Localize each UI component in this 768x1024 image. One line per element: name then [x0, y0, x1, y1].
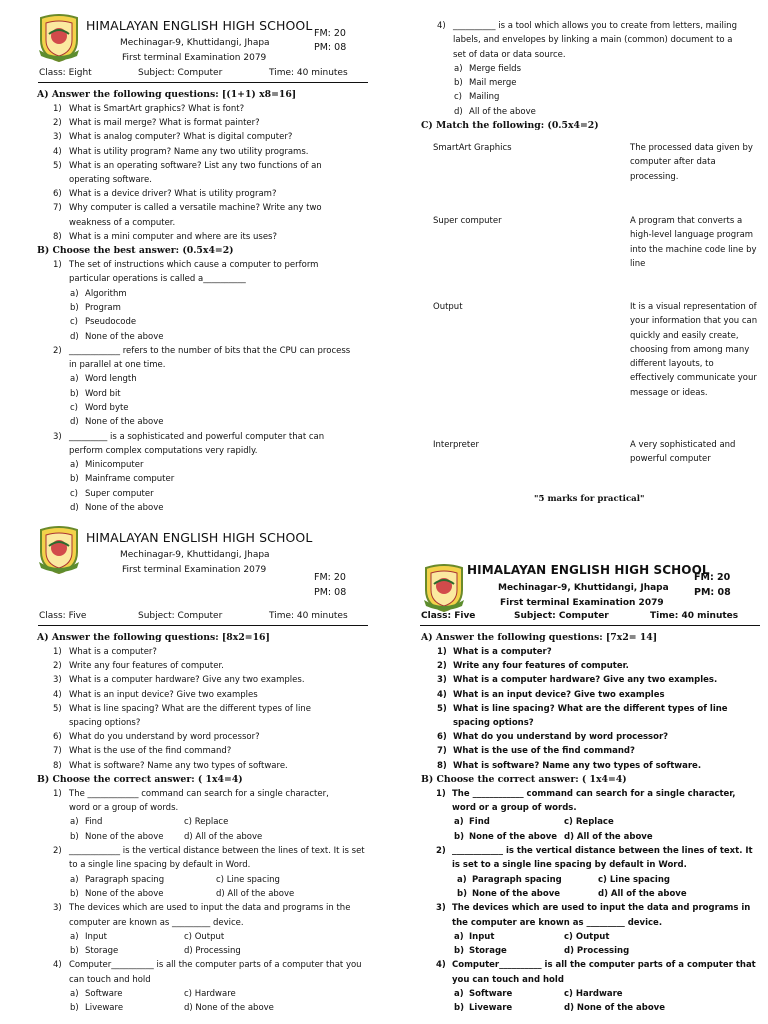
mcq-item: 2) ____________ is the vertical distance between the lines of text. It is set to a single line spacing by default in Word. [53, 846, 365, 871]
match-right-item: It is a visual representation of your information that you can quickly and easily create, choosing from among many different layouts, to effectively communicate your message or ideas. [630, 302, 758, 398]
question-item: 1) What is a computer? [437, 647, 552, 657]
mcq-options-row: b) Liveware d) None of the above [70, 1003, 274, 1014]
question-item: 4) What is utility program? Name any two utility programs. [53, 146, 309, 157]
class-info-line [38, 610, 368, 626]
match-left-item: Output [433, 302, 463, 312]
mcq-item: 1) The ____________ command can search for a single character, word or a group of words. [53, 788, 329, 814]
mcq-options-row: b) None of the above d) All of the above [457, 888, 687, 899]
mcq-options-row: b) Liveware d) None of the above [454, 1003, 665, 1014]
mcq-item: 3) The devices which are used to input the data and programs in the computer are known as _________ device. [53, 903, 351, 928]
mcq-item: 3) The devices which are used to input the data and programs in the computer are known as _________ device. [436, 903, 751, 928]
question-item: 6) What do you understand by word processor? [53, 732, 260, 743]
question-item: 2) Write any four features of computer. [53, 661, 224, 672]
mcq-options-row: a) Software c) Hardware [454, 988, 623, 999]
match-left-item: Super computer [433, 216, 502, 226]
school-name: HIMALAYAN ENGLISH HIGH SCHOOL [467, 563, 710, 577]
school-name: HIMALAYAN ENGLISH HIGH SCHOOL [86, 18, 313, 33]
match-left-item: SmartArt Graphics [433, 143, 512, 153]
exam-title: First terminal Examination 2079 [500, 598, 664, 608]
question-item: 3) What is analog computer? What is digital computer? [53, 132, 293, 143]
paper-header [0, 512, 384, 621]
mcq-option: d) None of the above [70, 503, 164, 514]
full-marks: FM: 20 [314, 28, 346, 39]
section-b-questions [0, 258, 384, 515]
mcq-options-row: a) Input c) Output [454, 931, 610, 942]
school-logo [37, 526, 81, 574]
section-a-questions [0, 102, 384, 244]
school-logo [37, 14, 81, 62]
exam-paper-class-five-a [0, 512, 384, 1024]
question-item: 4) What is an input device? Give two examples [53, 689, 258, 700]
mcq-option: c) Super computer [70, 488, 154, 499]
class-label: Class: Five [39, 611, 87, 621]
mcq-option: b) Mail merge [454, 78, 517, 89]
full-marks: FM: 20 [314, 572, 346, 583]
exam-paper-class-eight-continued [384, 0, 768, 512]
continued-questions [384, 19, 768, 133]
section-a-heading: A) Answer the following questions: [(1+1) x8=16] [37, 89, 297, 100]
mcq-options-row: b) None of the above d) All of the above [454, 831, 653, 842]
mcq-option: a) Minicomputer [70, 460, 144, 471]
question-item: 2) Write any four features of computer. [437, 661, 629, 672]
mcq-options-row: a) Software c) Hardware [70, 988, 236, 999]
question-item: 7) Why computer is called a versatile machine? Write any two weakness of a computer. [53, 203, 322, 228]
mcq-item: 4) Computer__________ is all the computer parts of a computer that you can touch and hold [436, 960, 756, 985]
mcq-options-row: a) Paragraph spacing c) Line spacing [457, 874, 670, 885]
mcq-option: d) None of the above [70, 417, 164, 428]
mcq-options-row: b) Storage d) Processing [70, 946, 241, 957]
mcq-options-row: b) Storage d) Processing [454, 946, 630, 957]
questions-body [384, 631, 768, 1016]
question-item: 5) What is line spacing? What are the different types of line spacing options? [437, 703, 728, 729]
question-item: 1) What is a computer? [53, 647, 157, 657]
paper-header [0, 0, 384, 84]
question-item: 8) What is software? Name any two types of software. [437, 760, 702, 771]
mcq-option: d) All of the above [454, 106, 536, 117]
school-logo [422, 564, 466, 612]
exam-title: First terminal Examination 2079 [122, 53, 267, 63]
mcq-option: a) Algorithm [70, 288, 127, 299]
question-item: 6) What do you understand by word processor? [437, 732, 669, 743]
match-right-item: A very sophisticated and powerful computer [630, 440, 736, 465]
question-item: 3) What is a computer hardware? Give any two examples. [437, 675, 718, 686]
match-right-item: A program that converts a high-level language program into the machine code line by line [630, 216, 757, 269]
section-b-heading: B) Choose the correct answer: ( 1x4=4) [421, 773, 627, 785]
match-left-item: Interpreter [433, 440, 479, 450]
full-marks: FM: 20 [694, 572, 731, 583]
exam-paper-class-five-b [384, 512, 768, 1024]
section-b-heading: B) Choose the best answer: (0.5x4=2) [37, 245, 234, 257]
question-item: 6) What is a device driver? What is utility program? [53, 189, 277, 200]
question-item: 4) What is an input device? Give two examples [437, 689, 665, 700]
mcq-item: 1) The set of instructions which cause a computer to perform particular operations is called a__________ [53, 260, 319, 285]
question-item: 7) What is the use of the find command? [53, 746, 232, 757]
exam-paper-class-eight [0, 0, 384, 512]
class-info-line [38, 67, 368, 83]
school-name: HIMALAYAN ENGLISH HIGH SCHOOL [86, 530, 313, 545]
question-item: 5) What is line spacing? What are the different types of line spacing options? [53, 703, 311, 729]
mcq-option: a) Merge fields [454, 63, 522, 74]
mcq-item: 2) ____________ is the vertical distance between the lines of text. It is set to a single line spacing by default in Word. [436, 846, 753, 871]
time-label: Time: 40 minutes [269, 611, 348, 621]
mcq-option: b) Mainframe computer [70, 474, 175, 485]
subject-label: Subject: Computer [138, 611, 223, 621]
mcq-option: a) Word length [70, 374, 137, 385]
section-b-heading: B) Choose the correct answer: ( 1x4=4) [37, 773, 243, 785]
pass-marks: PM: 08 [314, 42, 347, 53]
question-item: 8) What is a mini computer and where are its uses? [53, 231, 277, 242]
mcq-option: b) Program [70, 302, 121, 313]
time-label: Time: 40 minutes [650, 611, 739, 621]
question-item: 5) What is an operating software? List any two functions of an operating software. [53, 160, 322, 186]
mcq-options-row: b) None of the above d) All of the above [70, 888, 295, 899]
section-a-heading: A) Answer the following questions: [7x2= 14] [421, 632, 658, 643]
school-address: Mechinagar-9, Khuttidangi, Jhapa [498, 583, 669, 593]
mcq-item: 1) The ____________ command can search for a single character, word or a group of words. [436, 788, 736, 814]
time-label: Time: 40 minutes [269, 68, 348, 78]
mcq-item: 4) Computer__________ is all the computer parts of a computer that you can touch and hold [53, 960, 362, 985]
mcq-options-row: b) None of the above d) All of the above [70, 831, 263, 842]
school-address: Mechinagar-9, Khuttidangi, Jhapa [120, 550, 270, 560]
mcq-option: b) Word bit [70, 388, 121, 399]
practical-marks-note: "5 marks for practical" [534, 494, 645, 504]
class-info-line [420, 610, 760, 626]
question-item: 7) What is the use of the find command? [437, 746, 635, 757]
class-label: Class: Eight [39, 68, 92, 78]
match-right-item: The processed data given by computer after data processing. [630, 143, 753, 182]
question-item: 8) What is software? Name any two types of software. [53, 760, 288, 771]
subject-label: Subject: Computer [514, 611, 609, 621]
mcq-options-row: a) Paragraph spacing c) Line spacing [70, 874, 280, 885]
school-address: Mechinagar-9, Khuttidangi, Jhapa [120, 38, 270, 48]
mcq-item: 2) ____________ refers to the number of bits that the CPU can process in parallel at one time. [53, 345, 351, 371]
pass-marks: PM: 08 [314, 587, 347, 598]
paper-header [384, 512, 768, 621]
mcq-option: c) Mailing [454, 92, 500, 103]
mcq-options-row: a) Input c) Output [70, 931, 225, 942]
section-a-heading: A) Answer the following questions: [8x2=16] [37, 632, 270, 643]
mcq-item: 3) _________ is a sophisticated and powerful computer that can perform complex computations very rapidly. [53, 431, 325, 456]
pass-marks: PM: 08 [694, 587, 731, 598]
class-label: Class: Five [421, 611, 476, 621]
mcq-options-row: a) Find c) Replace [454, 817, 614, 828]
mcq-options-row: a) Find c) Replace [70, 817, 229, 828]
mcq-option: c) Word byte [70, 403, 129, 413]
mcq-option: d) None of the above [70, 331, 164, 342]
question-item: 1) What is SmartArt graphics? What is font? [53, 104, 245, 114]
subject-label: Subject: Computer [138, 68, 223, 78]
questions-body [0, 88, 384, 515]
question-item: 2) What is mail merge? What is format painter? [53, 118, 260, 129]
questions-body [0, 631, 384, 1016]
mcq-item: 4) __________ is a tool which allows you to create from letters, mailing labels, and envelopes by linking a main (common) document to a set of data or data source. [437, 21, 737, 60]
exam-title: First terminal Examination 2079 [122, 565, 267, 575]
question-item: 3) What is a computer hardware? Give any two examples. [53, 675, 305, 686]
section-c-heading: C) Match the following: (0.5x4=2) [421, 120, 599, 132]
mcq-option: c) Pseudocode [70, 317, 137, 328]
